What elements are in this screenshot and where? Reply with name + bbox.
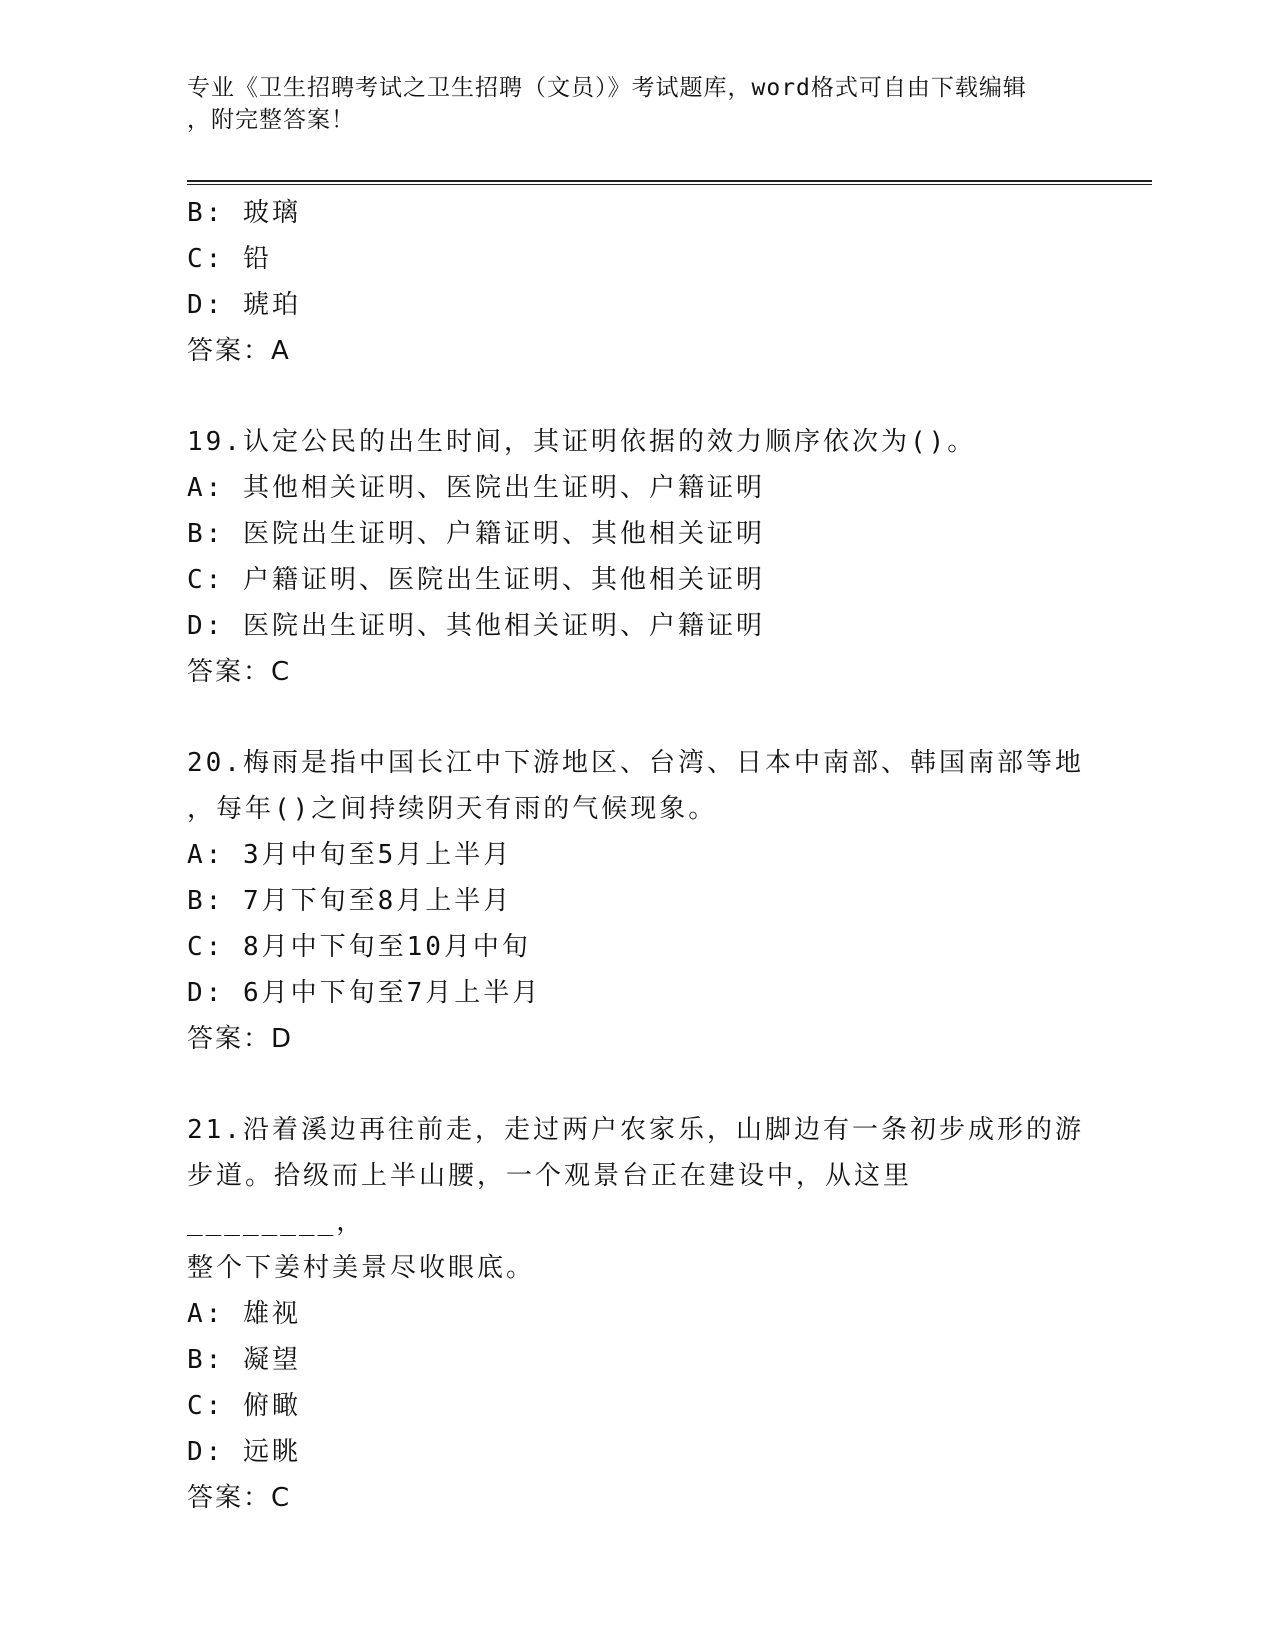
answer: 答案：C [187,1483,292,1513]
header-line-1: 专业《卫生招聘考试之卫生招聘（文员）》考试题库，word格式可自由下载编辑 [187,75,1027,101]
option-d: D: 6月中下旬至7月上半月 [187,978,542,1008]
question-list [187,190,1087,1521]
question-20 [187,740,1087,1062]
answer: 答案：A [187,336,291,366]
answer: 答案：C [187,657,292,687]
option-c: C: 户籍证明、医院出生证明、其他相关证明 [187,565,765,595]
option-a: A: 其他相关证明、医院出生证明、户籍证明 [187,473,765,503]
option-b: B: 凝望 [187,1345,301,1375]
question-19 [187,419,1087,695]
question-text: 21.沿着溪边再往前走，走过两户农家乐，山脚边有一条初步成形的游 [187,1115,1084,1145]
question-text: 20.梅雨是指中国长江中下游地区、台湾、日本中南部、韩国南部等地 [187,748,1084,778]
question-text: 整个下姜村美景尽收眼底。 [187,1253,536,1283]
spacer [187,374,1087,419]
answer: 答案：D [187,1024,294,1054]
option-b: B: 玻璃 [187,198,301,228]
header-divider [187,180,1152,185]
option-c: C: 8月中下旬至10月中旬 [187,932,531,962]
document-header [187,72,1087,136]
question-text: 19.认定公民的出生时间，其证明依据的效力顺序依次为()。 [187,427,977,457]
question-text: 步道。拾级而上半山腰，一个观景台正在建设中，从这里________， [187,1161,913,1237]
option-b: B: 7月下旬至8月上半月 [187,886,513,916]
question-21 [187,1107,1087,1521]
option-c: C: 铅 [187,244,272,274]
option-c: C: 俯瞰 [187,1391,301,1421]
option-b: B: 医院出生证明、户籍证明、其他相关证明 [187,519,765,549]
spacer [187,1062,1087,1107]
question-18-continued [187,190,1087,374]
option-a: A: 雄视 [187,1299,301,1329]
option-d: D: 琥珀 [187,290,301,320]
header-line-2: ，附完整答案！ [187,107,355,133]
spacer [187,695,1087,740]
question-text: ，每年()之间持续阴天有雨的气候现象。 [187,794,718,824]
option-d: D: 医院出生证明、其他相关证明、户籍证明 [187,611,765,641]
option-d: D: 远眺 [187,1437,301,1467]
option-a: A: 3月中旬至5月上半月 [187,840,513,870]
